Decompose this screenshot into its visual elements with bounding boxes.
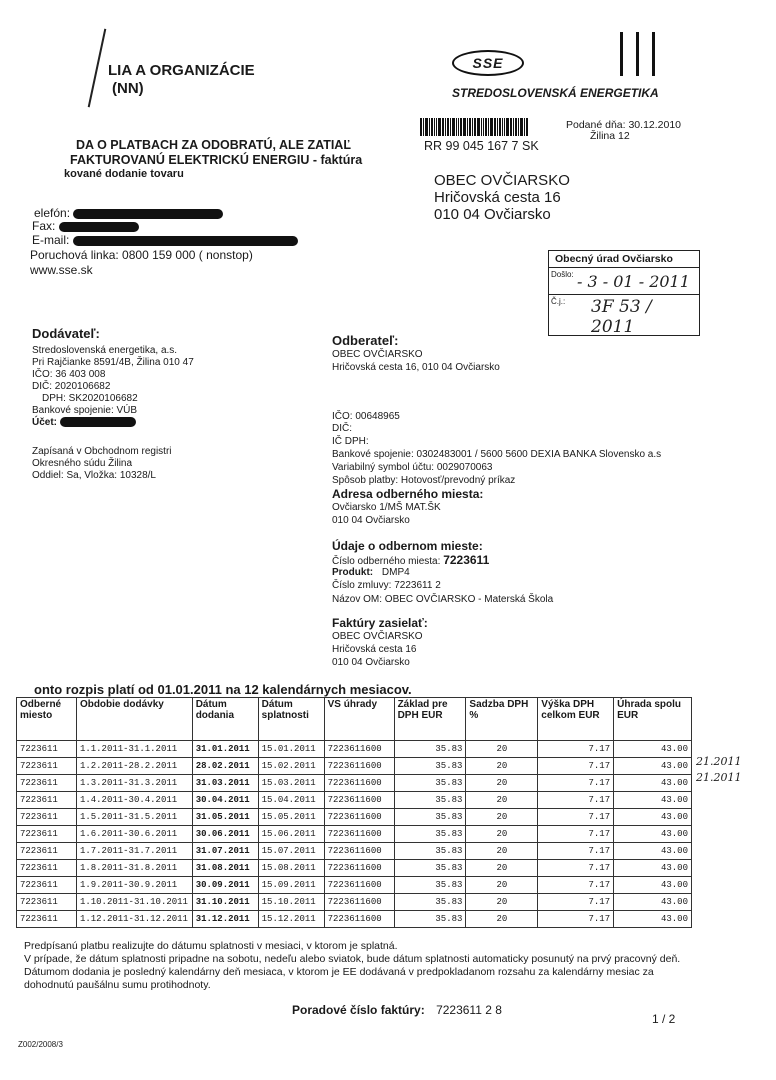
title-line-1: DA O PLATBACH ZA ODOBRATÚ, ALE ZATIAĽ bbox=[76, 138, 351, 152]
table-header-row bbox=[17, 698, 692, 741]
cell-period: 1.4.2011-30.4.2011 bbox=[76, 792, 192, 809]
site-heading: Adresa odberného miesta: bbox=[332, 487, 484, 501]
cell-vat: 7.17 bbox=[538, 877, 614, 894]
note-3: Dátumom dodania je posledný kalendárny deň mesiaca, v ktorom je EE dodávaná v predpokladanom rozsahu za kalendárny mesiac za bbox=[24, 966, 654, 978]
cell-vat: 7.17 bbox=[538, 843, 614, 860]
col-header: Úhrada spolu EUR bbox=[614, 698, 692, 741]
logo-bar-1 bbox=[620, 32, 623, 76]
cell-vat: 7.17 bbox=[538, 775, 614, 792]
cell-om: 7223611 bbox=[17, 843, 77, 860]
cell-rate: 20 bbox=[466, 792, 538, 809]
stamp-dosla-row bbox=[549, 268, 699, 295]
cell-rate: 20 bbox=[466, 826, 538, 843]
cell-om: 7223611 bbox=[17, 741, 77, 758]
cell-base: 35.83 bbox=[394, 775, 466, 792]
phone-row bbox=[34, 206, 223, 220]
customer-ico: IČO: 00648965 bbox=[332, 411, 400, 422]
site-line-2: 010 04 Ovčiarsko bbox=[332, 515, 410, 526]
cell-due-date: 15.05.2011 bbox=[258, 809, 324, 826]
table-row bbox=[17, 911, 692, 928]
note-1: Predpísanú platbu realizujte do dátumu splatnosti v mesiaci, v ktorom je splatná. bbox=[24, 940, 398, 952]
cell-period: 1.1.2011-31.1.2011 bbox=[76, 741, 192, 758]
cell-rate: 20 bbox=[466, 775, 538, 792]
note-4: dohodnutú paušálnu sumu protihodnoty. bbox=[24, 979, 211, 991]
logo-bar-3 bbox=[652, 32, 655, 76]
cell-vs: 7223611600 bbox=[324, 894, 394, 911]
redaction bbox=[60, 417, 136, 427]
cell-vs: 7223611600 bbox=[324, 843, 394, 860]
table-row bbox=[17, 775, 692, 792]
send-heading: Faktúry zasielať: bbox=[332, 616, 428, 630]
cell-base: 35.83 bbox=[394, 826, 466, 843]
table-row bbox=[17, 877, 692, 894]
cell-total: 43.00 bbox=[614, 809, 692, 826]
header-line-2: (NN) bbox=[112, 80, 144, 97]
cell-due-date: 15.01.2011 bbox=[258, 741, 324, 758]
cell-vs: 7223611600 bbox=[324, 775, 394, 792]
table-row bbox=[17, 741, 692, 758]
cell-om: 7223611 bbox=[17, 826, 77, 843]
phone-label: elefón: bbox=[34, 206, 71, 220]
cell-rate: 20 bbox=[466, 911, 538, 928]
website[interactable]: www.sse.sk bbox=[30, 263, 93, 277]
cell-total: 43.00 bbox=[614, 843, 692, 860]
cell-delivery-date: 31.10.2011 bbox=[192, 894, 258, 911]
cell-total: 43.00 bbox=[614, 775, 692, 792]
stamp-cj-row bbox=[549, 295, 699, 337]
customer-payment: Spôsob platby: Hotovosť/prevodný príkaz bbox=[332, 475, 516, 486]
cell-vat: 7.17 bbox=[538, 826, 614, 843]
stamp-dosla-label: Došlo: bbox=[551, 270, 574, 279]
cell-total: 43.00 bbox=[614, 758, 692, 775]
cell-delivery-date: 31.08.2011 bbox=[192, 860, 258, 877]
cell-om: 7223611 bbox=[17, 894, 77, 911]
cell-base: 35.83 bbox=[394, 860, 466, 877]
col-header: Obdobie dodávky bbox=[76, 698, 192, 741]
received-stamp bbox=[548, 250, 700, 336]
cell-rate: 20 bbox=[466, 758, 538, 775]
cell-vat: 7.17 bbox=[538, 809, 614, 826]
schedule-title: onto rozpis platí od 01.01.2011 na 12 kalendárnych mesiacov. bbox=[34, 682, 412, 697]
send-line-1: OBEC OVČIARSKO bbox=[332, 631, 423, 642]
title-line-2: FAKTUROVANÚ ELEKTRICKÚ ENERGIU - faktúra bbox=[70, 153, 363, 167]
table-row bbox=[17, 809, 692, 826]
table-row bbox=[17, 843, 692, 860]
cell-period: 1.8.2011-31.8.2011 bbox=[76, 860, 192, 877]
cell-delivery-date: 31.03.2011 bbox=[192, 775, 258, 792]
send-line-3: 010 04 Ovčiarsko bbox=[332, 657, 410, 668]
supplier-name: Stredoslovenská energetika, a.s. bbox=[32, 345, 178, 356]
cell-due-date: 15.06.2011 bbox=[258, 826, 324, 843]
cell-rate: 20 bbox=[466, 741, 538, 758]
cell-due-date: 15.04.2011 bbox=[258, 792, 324, 809]
om-name: Názov OM: OBEC OVČIARSKO - Materská Škola bbox=[332, 594, 554, 605]
cell-vat: 7.17 bbox=[538, 860, 614, 877]
form-code: Z002/2008/3 bbox=[18, 1040, 63, 1049]
fax-row bbox=[32, 219, 139, 233]
col-header: Dátum splatnosti bbox=[258, 698, 324, 741]
cell-due-date: 15.08.2011 bbox=[258, 860, 324, 877]
cell-rate: 20 bbox=[466, 860, 538, 877]
cell-om: 7223611 bbox=[17, 911, 77, 928]
site-line-1: Ovčiarsko 1/MŠ MAT.ŠK bbox=[332, 502, 441, 513]
cell-delivery-date: 31.12.2011 bbox=[192, 911, 258, 928]
note-2: V prípade, že dátum splatnosti pripadne na sobotu, nedeľu alebo sviatok, bude dátum splatnosti automaticky posunutý na prvý pracovný deň. bbox=[24, 953, 681, 965]
cell-om: 7223611 bbox=[17, 775, 77, 792]
cell-om: 7223611 bbox=[17, 758, 77, 775]
cell-base: 35.83 bbox=[394, 911, 466, 928]
supplier-reg-2: Okresného súdu Žilina bbox=[32, 458, 133, 469]
cell-total: 43.00 bbox=[614, 911, 692, 928]
logo-mark: SSE bbox=[472, 55, 504, 71]
logo-bar-2 bbox=[636, 32, 639, 76]
om-number-row bbox=[332, 554, 489, 568]
cell-delivery-date: 30.06.2011 bbox=[192, 826, 258, 843]
handwritten-note-1: 21.2011 bbox=[696, 755, 742, 768]
email-label: E-mail: bbox=[32, 233, 70, 247]
cell-total: 43.00 bbox=[614, 877, 692, 894]
customer-dic: DIČ: bbox=[332, 423, 352, 434]
customer-icdph: IČ DPH: bbox=[332, 436, 369, 447]
cell-rate: 20 bbox=[466, 894, 538, 911]
cell-due-date: 15.10.2011 bbox=[258, 894, 324, 911]
om-heading: Údaje o odbernom mieste: bbox=[332, 539, 483, 553]
cell-vs: 7223611600 bbox=[324, 792, 394, 809]
payment-schedule-table bbox=[16, 697, 692, 928]
filing-date: Podané dňa: 30.12.2010 bbox=[566, 119, 682, 131]
cell-delivery-date: 31.05.2011 bbox=[192, 809, 258, 826]
table-row bbox=[17, 894, 692, 911]
customer-name: OBEC OVČIARSKO bbox=[332, 349, 423, 360]
cell-vat: 7.17 bbox=[538, 792, 614, 809]
cell-period: 1.9.2011-30.9.2011 bbox=[76, 877, 192, 894]
recipient-city: 010 04 Ovčiarsko bbox=[434, 206, 551, 223]
supplier-address: Pri Rajčianke 8591/4B, Žilina 010 47 bbox=[32, 357, 194, 368]
invoice-number-row bbox=[292, 1003, 502, 1017]
supplier-account-label: Účet: bbox=[32, 417, 58, 428]
cell-total: 43.00 bbox=[614, 826, 692, 843]
handwritten-note-2: 21.2011 bbox=[696, 771, 742, 784]
table-row bbox=[17, 826, 692, 843]
cell-base: 35.83 bbox=[394, 843, 466, 860]
product-value: DMP4 bbox=[381, 567, 410, 578]
email-row bbox=[32, 233, 298, 247]
cell-due-date: 15.07.2011 bbox=[258, 843, 324, 860]
sse-logo bbox=[452, 50, 524, 76]
cell-due-date: 15.09.2011 bbox=[258, 877, 324, 894]
cell-vs: 7223611600 bbox=[324, 741, 394, 758]
cell-period: 1.3.2011-31.3.2011 bbox=[76, 775, 192, 792]
cell-vs: 7223611600 bbox=[324, 758, 394, 775]
cell-period: 1.2.2011-28.2.2011 bbox=[76, 758, 192, 775]
redaction bbox=[73, 236, 298, 246]
redaction bbox=[59, 222, 139, 232]
invoice-number: 7223611 2 8 bbox=[436, 1003, 502, 1017]
col-header: Sadzba DPH % bbox=[466, 698, 538, 741]
cell-delivery-date: 30.04.2011 bbox=[192, 792, 258, 809]
customer-vs: Variabilný symbol účtu: 0029070063 bbox=[332, 462, 493, 473]
cell-due-date: 15.03.2011 bbox=[258, 775, 324, 792]
cell-vat: 7.17 bbox=[538, 758, 614, 775]
cell-base: 35.83 bbox=[394, 877, 466, 894]
cell-period: 1.6.2011-30.6.2011 bbox=[76, 826, 192, 843]
cell-delivery-date: 28.02.2011 bbox=[192, 758, 258, 775]
cell-vs: 7223611600 bbox=[324, 809, 394, 826]
stamp-office: Obecný úrad Ovčiarsko bbox=[549, 251, 699, 268]
pen-stroke bbox=[88, 29, 107, 108]
title-line-3: kované dodanie tovaru bbox=[64, 168, 184, 180]
cell-base: 35.83 bbox=[394, 758, 466, 775]
cell-period: 1.12.2011-31.12.2011 bbox=[76, 911, 192, 928]
invoice-number-label: Poradové číslo faktúry: bbox=[292, 1003, 425, 1017]
supplier-bank: Bankové spojenie: VÚB bbox=[32, 405, 138, 416]
cell-base: 35.83 bbox=[394, 741, 466, 758]
cell-due-date: 15.12.2011 bbox=[258, 911, 324, 928]
product-row bbox=[332, 567, 410, 579]
header-line-1: LIA A ORGANIZÁCIE bbox=[108, 62, 255, 79]
table-body bbox=[17, 741, 692, 928]
filing-place: Žilina 12 bbox=[590, 130, 630, 142]
om-number: 7223611 bbox=[443, 553, 490, 567]
table-row bbox=[17, 792, 692, 809]
cell-total: 43.00 bbox=[614, 741, 692, 758]
stamp-dosla-value: - 3 - 01 - 2011 bbox=[577, 272, 690, 291]
recipient-name: OBEC OVČIARSKO bbox=[434, 172, 570, 189]
cell-vs: 7223611600 bbox=[324, 911, 394, 928]
cell-om: 7223611 bbox=[17, 860, 77, 877]
cell-delivery-date: 30.09.2011 bbox=[192, 877, 258, 894]
stamp-cj-label: Č.j.: bbox=[551, 297, 566, 306]
fax-label: Fax: bbox=[32, 219, 56, 233]
send-line-2: Hričovská cesta 16 bbox=[332, 644, 417, 655]
col-header: VS úhrady bbox=[324, 698, 394, 741]
redaction bbox=[73, 209, 223, 219]
cell-om: 7223611 bbox=[17, 877, 77, 894]
cell-vs: 7223611600 bbox=[324, 860, 394, 877]
cell-vs: 7223611600 bbox=[324, 826, 394, 843]
supplier-dic: DIČ: 2020106682 bbox=[32, 381, 111, 392]
supplier-reg-1: Zapísaná v Obchodnom registri bbox=[32, 446, 172, 457]
hotline: Poruchová linka: 0800 159 000 ( nonstop) bbox=[30, 248, 253, 262]
col-header: Výška DPH celkom EUR bbox=[538, 698, 614, 741]
cell-om: 7223611 bbox=[17, 809, 77, 826]
recipient-street: Hričovská cesta 16 bbox=[434, 189, 561, 206]
cell-rate: 20 bbox=[466, 843, 538, 860]
supplier-account-row bbox=[32, 417, 136, 429]
supplier-icdph: DPH: SK2020106682 bbox=[42, 393, 138, 404]
customer-bank: Bankové spojenie: 0302483001 / 5600 5600 DEXIA BANKA Slovensko a.s bbox=[332, 449, 662, 460]
cell-vat: 7.17 bbox=[538, 741, 614, 758]
col-header: Základ pre DPH EUR bbox=[394, 698, 466, 741]
stamp-cj-value: 3F 53 / 2011 bbox=[591, 297, 652, 337]
company-name: STREDOSLOVENSKÁ ENERGETIKA bbox=[452, 86, 659, 100]
cell-base: 35.83 bbox=[394, 894, 466, 911]
cell-rate: 20 bbox=[466, 809, 538, 826]
col-header: Dátum dodania bbox=[192, 698, 258, 741]
supplier-ico: IČO: 36 403 008 bbox=[32, 369, 106, 380]
cell-total: 43.00 bbox=[614, 792, 692, 809]
cell-vat: 7.17 bbox=[538, 911, 614, 928]
contract-number: Číslo zmluvy: 7223611 2 bbox=[332, 580, 441, 591]
cell-vs: 7223611600 bbox=[324, 877, 394, 894]
cell-om: 7223611 bbox=[17, 792, 77, 809]
barcode bbox=[420, 118, 529, 136]
table-row bbox=[17, 860, 692, 877]
cell-delivery-date: 31.01.2011 bbox=[192, 741, 258, 758]
registered-number: RR 99 045 167 7 SK bbox=[424, 139, 539, 153]
product-label: Produkt: bbox=[332, 567, 374, 578]
cell-due-date: 15.02.2011 bbox=[258, 758, 324, 775]
cell-period: 1.10.2011-31.10.2011 bbox=[76, 894, 192, 911]
customer-address: Hričovská cesta 16, 010 04 Ovčiarsko bbox=[332, 362, 500, 373]
supplier-reg-3: Oddiel: Sa, Vložka: 10328/L bbox=[32, 470, 156, 481]
supplier-heading: Dodávateľ: bbox=[32, 326, 100, 341]
cell-period: 1.5.2011-31.5.2011 bbox=[76, 809, 192, 826]
cell-base: 35.83 bbox=[394, 792, 466, 809]
col-header: Odberné miesto bbox=[17, 698, 77, 741]
cell-delivery-date: 31.07.2011 bbox=[192, 843, 258, 860]
cell-rate: 20 bbox=[466, 877, 538, 894]
page-number: 1 / 2 bbox=[652, 1012, 676, 1026]
cell-base: 35.83 bbox=[394, 809, 466, 826]
cell-total: 43.00 bbox=[614, 894, 692, 911]
cell-vat: 7.17 bbox=[538, 894, 614, 911]
om-number-label: Číslo odberného miesta: bbox=[332, 556, 441, 567]
customer-heading: Odberateľ: bbox=[332, 333, 399, 348]
table-row bbox=[17, 758, 692, 775]
cell-total: 43.00 bbox=[614, 860, 692, 877]
cell-period: 1.7.2011-31.7.2011 bbox=[76, 843, 192, 860]
